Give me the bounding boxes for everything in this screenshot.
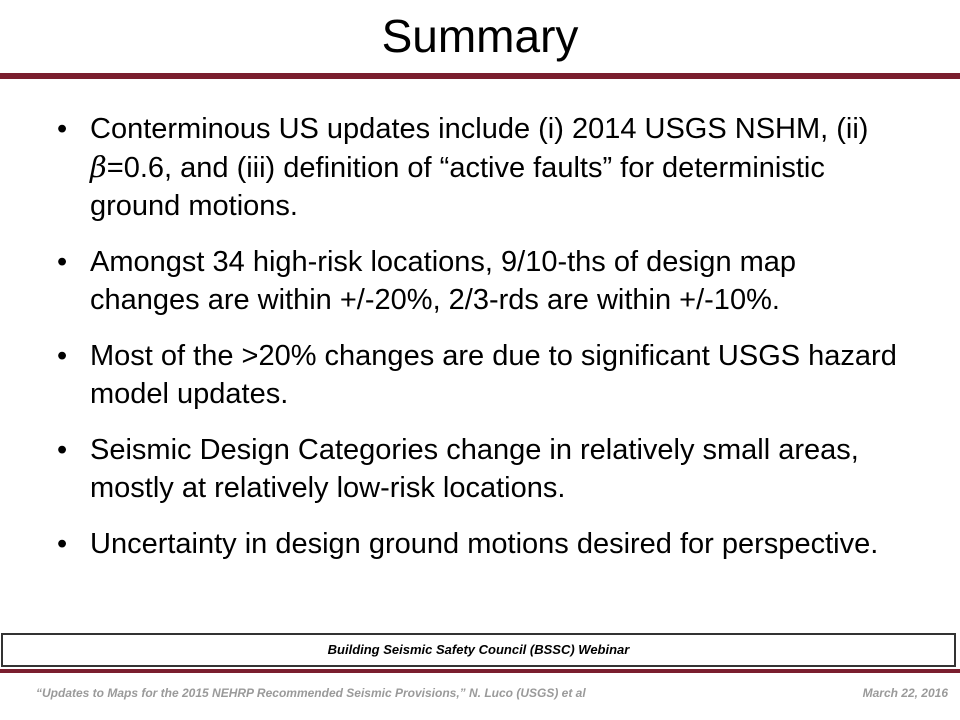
bullet-item-2 bbox=[0, 243, 960, 319]
beta-symbol: β bbox=[90, 150, 107, 184]
slide-header bbox=[0, 0, 960, 75]
bullet-item-1 bbox=[0, 110, 960, 225]
footer-date: March 22, 2016 bbox=[862, 686, 948, 700]
bullet-text-part-1: Conterminous US updates include (i) 2014 USGS NSHM, (ii) bbox=[90, 113, 869, 145]
footer-citation: “Updates to Maps for the 2015 NEHRP Recommended Seismic Provisions,” N. Luco (USGS) et al bbox=[36, 686, 586, 700]
bullet-text: Uncertainty in design ground motions desired for perspective. bbox=[90, 528, 879, 560]
bullet-marker: • bbox=[57, 246, 68, 278]
bullet-text-part-2: =0.6, and (iii) definition of “active faults” for deterministic ground motions. bbox=[90, 152, 825, 222]
bullet-marker: • bbox=[57, 113, 68, 145]
bullet-item-4 bbox=[0, 431, 960, 507]
footer-banner-text: Building Seismic Safety Council (BSSC) Webinar bbox=[327, 642, 630, 657]
slide-title: Summary bbox=[381, 10, 579, 62]
title-divider bbox=[0, 73, 960, 79]
bullet-marker: • bbox=[57, 528, 68, 560]
bullet-item-3 bbox=[0, 337, 960, 413]
bullet-text: Seismic Design Categories change in relatively small areas, mostly at relatively low-risk locations. bbox=[90, 434, 859, 504]
bullet-list bbox=[0, 110, 960, 581]
bullet-text: Most of the >20% changes are due to significant USGS hazard model updates. bbox=[90, 340, 897, 410]
bullet-text: Amongst 34 high-risk locations, 9/10-ths of design map changes are within +/-20%, 2/3-rds are within +/-10%. bbox=[90, 246, 797, 316]
bullet-item-5 bbox=[0, 525, 960, 563]
footer-banner bbox=[1, 633, 956, 667]
footer-divider bbox=[0, 669, 960, 673]
bullet-marker: • bbox=[57, 340, 68, 372]
bullet-marker: • bbox=[57, 434, 68, 466]
